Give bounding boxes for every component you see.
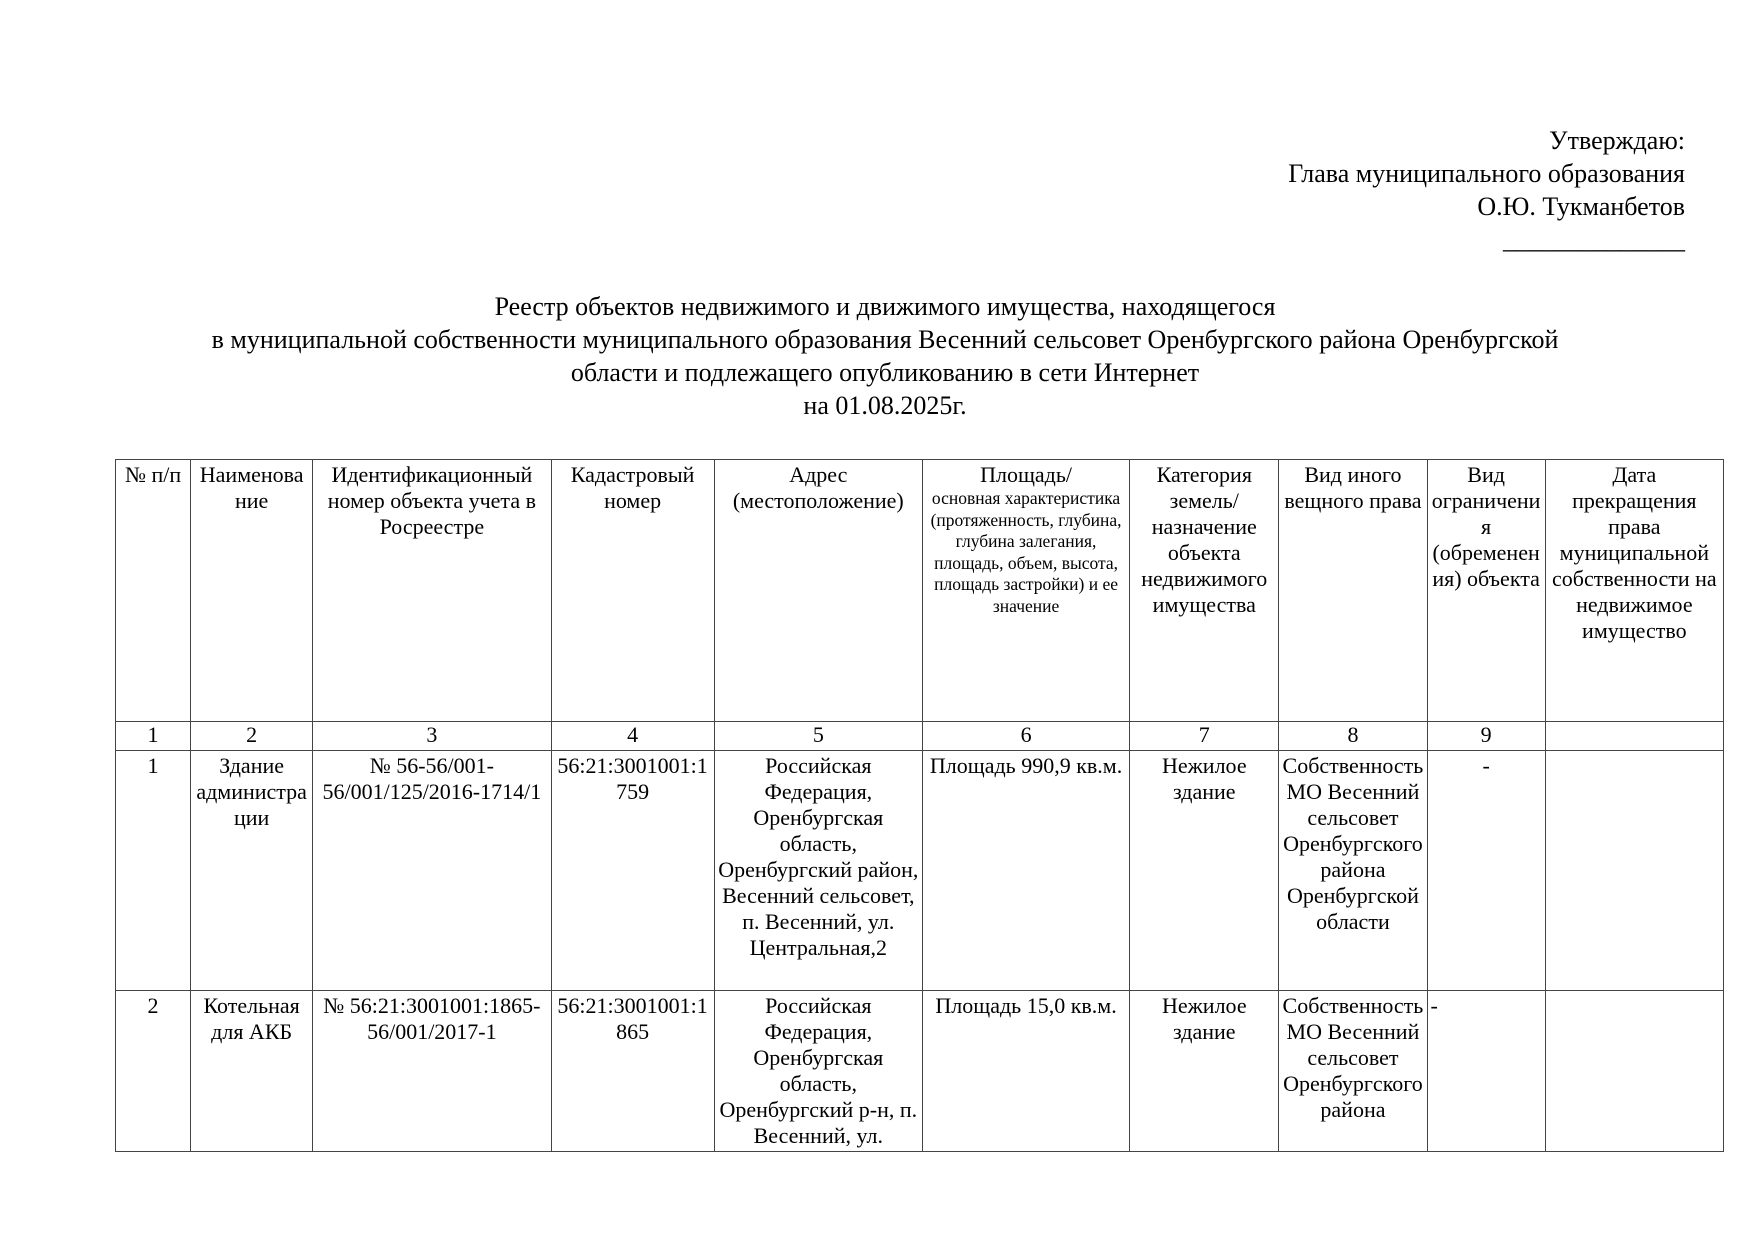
title-line-3: области и подлежащего опубликованию в сети Интернет — [570, 358, 1200, 387]
cell-name: Здание администрации — [191, 751, 313, 991]
column-number-row — [116, 722, 1724, 751]
header-cell-restriction: Вид ограничения (обременения) объекта — [1427, 460, 1545, 722]
header-cell-cadastral: Кадастровый номер — [551, 460, 714, 722]
header-row — [116, 460, 1724, 722]
column-number: 2 — [191, 722, 313, 751]
cell-end-date — [1545, 751, 1723, 991]
cell-cadastral: 56:21:3001001:1865 — [551, 991, 714, 1152]
cell-num: 1 — [116, 751, 191, 991]
header-cell-address: Адрес (местоположение) — [714, 460, 922, 722]
document-title — [115, 290, 1655, 422]
table-row — [116, 991, 1724, 1152]
cell-cadastral: 56:21:3001001:1759 — [551, 751, 714, 991]
title-line-1: Реестр объектов недвижимого и движимого имущества, находящегося — [494, 292, 1276, 321]
header-cell-name: Наименование — [191, 460, 313, 722]
cell-id-number: № 56:21:3001001:1865-56/001/2017-1 — [313, 991, 551, 1152]
approval-block — [985, 124, 1685, 256]
cell-category: Нежилое здание — [1130, 991, 1279, 1152]
signature-line: ______________ — [1503, 225, 1685, 254]
registry-table — [115, 459, 1724, 1152]
column-number: 8 — [1279, 722, 1427, 751]
table-row — [116, 751, 1724, 991]
column-number: 6 — [922, 722, 1129, 751]
cell-right-type: Собственность МО Весенний сельсовет Оренбургского района — [1279, 991, 1427, 1152]
column-number: 4 — [551, 722, 714, 751]
title-date: на 01.08.2025г. — [803, 391, 967, 420]
header-cell-category: Категория земель/ назначение объекта недвижимого имущества — [1130, 460, 1279, 722]
cell-end-date — [1545, 991, 1723, 1152]
column-number: 5 — [714, 722, 922, 751]
cell-id-number: № 56-56/001-56/001/125/2016-1714/1 — [313, 751, 551, 991]
cell-area: Площадь 990,9 кв.м. — [922, 751, 1129, 991]
column-number — [1545, 722, 1723, 751]
header-cell-id-number: Идентификационный номер объекта учета в Росреестре — [313, 460, 551, 722]
column-number: 9 — [1427, 722, 1545, 751]
cell-num: 2 — [116, 991, 191, 1152]
column-number: 1 — [116, 722, 191, 751]
cell-restriction: - — [1427, 751, 1545, 991]
header-area-label: Площадь/ — [980, 462, 1073, 487]
cell-name: Котельная для АКБ — [191, 991, 313, 1152]
approval-position: Глава муниципального образования — [1288, 159, 1685, 188]
column-number: 7 — [1130, 722, 1279, 751]
cell-category: Нежилое здание — [1130, 751, 1279, 991]
cell-area: Площадь 15,0 кв.м. — [922, 991, 1129, 1152]
title-line-2: в муниципальной собственности муниципального образования Весенний сельсовет Оренбургского района Оренбургской — [211, 325, 1559, 354]
header-cell-end-date: Дата прекращения права муниципальной собственности на недвижимое имущество — [1545, 460, 1723, 722]
column-number: 3 — [313, 722, 551, 751]
cell-address: Российская Федерация, Оренбургская область, Оренбургский район, Весенний сельсовет, п. Весенний, ул. Центральная,2 — [714, 751, 922, 991]
cell-restriction: - — [1427, 991, 1545, 1152]
header-cell-right-type: Вид иного вещного права — [1279, 460, 1427, 722]
header-cell-area — [922, 460, 1129, 722]
approval-heading: Утверждаю: — [1549, 126, 1685, 155]
cell-right-type: Собственность МО Весенний сельсовет Оренбургского района Оренбургской области — [1279, 751, 1427, 991]
header-area-description: основная характеристика (протяженность, глубина, глубина залегания, площадь, объем, высота, площадь застройки) и ее значение — [930, 488, 1122, 616]
header-cell-num: № п/п — [116, 460, 191, 722]
cell-address: Российская Федерация, Оренбургская область, Оренбургский р-н, п. Весенний, ул. — [714, 991, 922, 1152]
approval-name: О.Ю. Тукманбетов — [1477, 192, 1685, 221]
